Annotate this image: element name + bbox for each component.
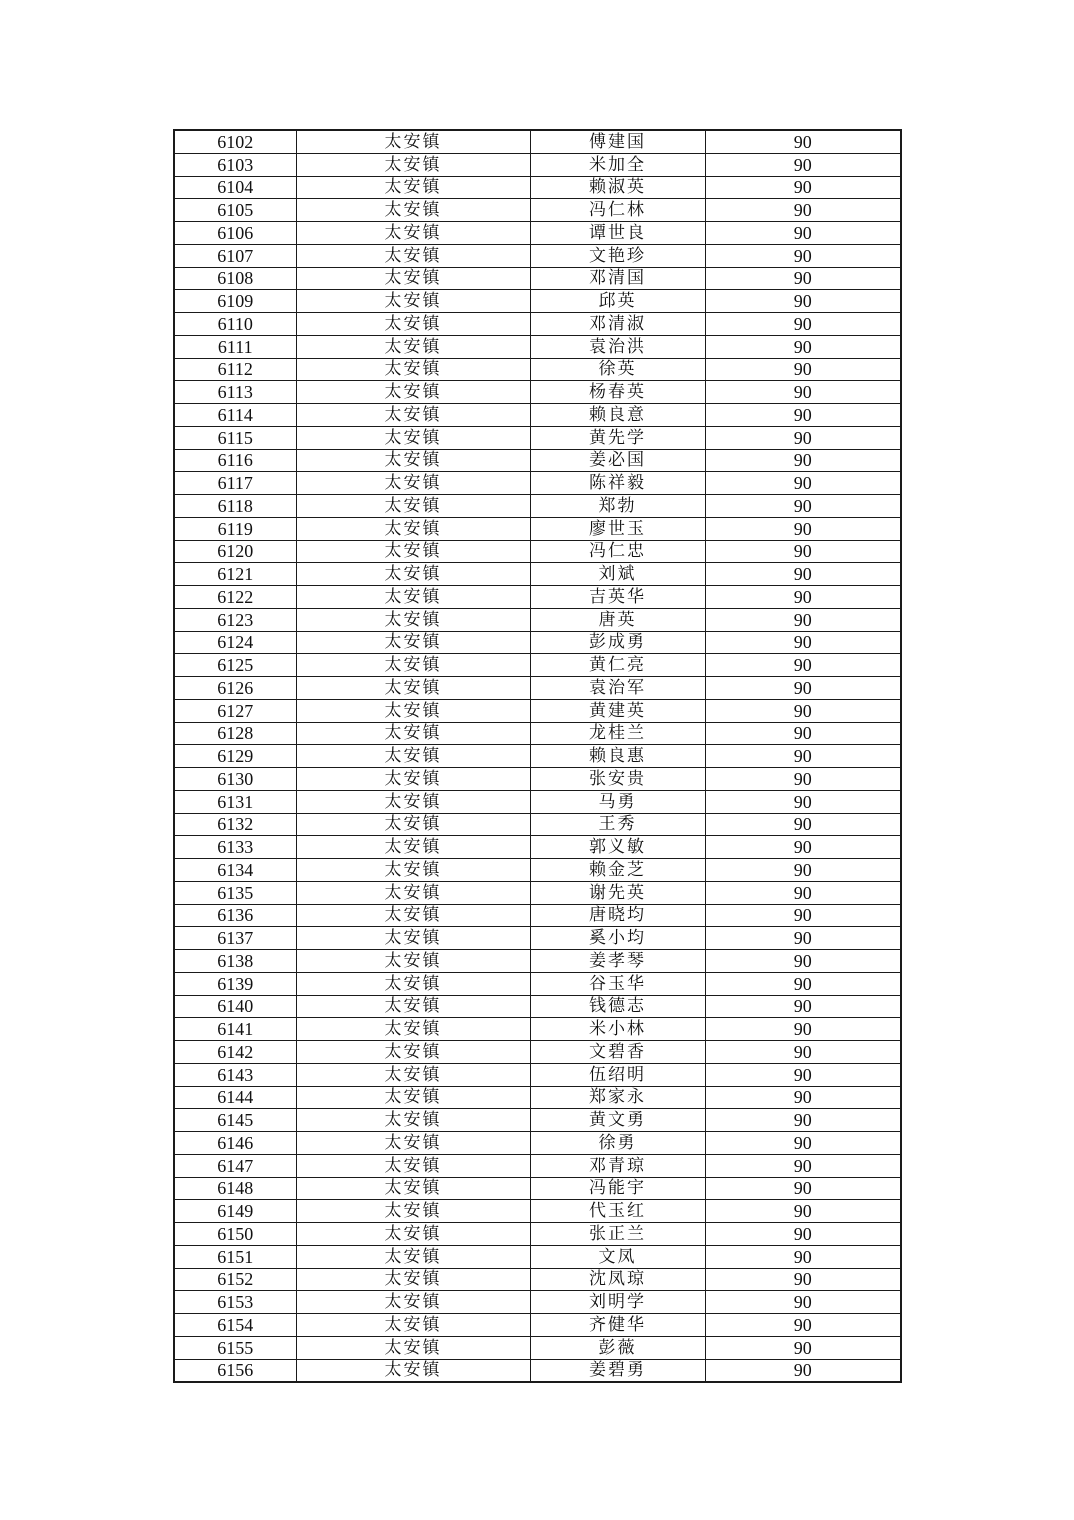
table-row xyxy=(174,495,901,518)
town-cell: 太安镇 xyxy=(296,222,530,245)
amount-cell: 90 xyxy=(705,1268,901,1291)
serial-number-cell: 6139 xyxy=(174,972,296,995)
table-row xyxy=(174,472,901,495)
amount-cell: 90 xyxy=(705,654,901,677)
person-name-cell: 奚小均 xyxy=(530,927,705,950)
person-name-cell: 王秀 xyxy=(530,813,705,836)
serial-number-cell: 6110 xyxy=(174,313,296,336)
person-name-cell: 唐英 xyxy=(530,608,705,631)
person-name-cell: 邓青琼 xyxy=(530,1154,705,1177)
serial-number-cell: 6104 xyxy=(174,176,296,199)
table-row xyxy=(174,1041,901,1064)
town-cell: 太安镇 xyxy=(296,1336,530,1359)
serial-number-cell: 6141 xyxy=(174,1018,296,1041)
amount-cell: 90 xyxy=(705,995,901,1018)
town-cell: 太安镇 xyxy=(296,654,530,677)
town-cell: 太安镇 xyxy=(296,1223,530,1246)
table-row xyxy=(174,290,901,313)
person-name-cell: 代玉红 xyxy=(530,1200,705,1223)
serial-number-cell: 6153 xyxy=(174,1291,296,1314)
table-row xyxy=(174,745,901,768)
serial-number-cell: 6114 xyxy=(174,404,296,427)
serial-number-cell: 6142 xyxy=(174,1041,296,1064)
serial-number-cell: 6156 xyxy=(174,1359,296,1382)
amount-cell: 90 xyxy=(705,1018,901,1041)
person-name-cell: 钱德志 xyxy=(530,995,705,1018)
person-name-cell: 文艳珍 xyxy=(530,244,705,267)
table-row xyxy=(174,722,901,745)
town-cell: 太安镇 xyxy=(296,495,530,518)
amount-cell: 90 xyxy=(705,1041,901,1064)
town-cell: 太安镇 xyxy=(296,881,530,904)
person-name-cell: 赖良意 xyxy=(530,404,705,427)
person-name-cell: 文凤 xyxy=(530,1245,705,1268)
amount-cell: 90 xyxy=(705,540,901,563)
town-cell: 太安镇 xyxy=(296,153,530,176)
table-row xyxy=(174,335,901,358)
town-cell: 太安镇 xyxy=(296,1109,530,1132)
serial-number-cell: 6117 xyxy=(174,472,296,495)
person-name-cell: 吉英华 xyxy=(530,586,705,609)
town-cell: 太安镇 xyxy=(296,859,530,882)
amount-cell: 90 xyxy=(705,1063,901,1086)
town-cell: 太安镇 xyxy=(296,836,530,859)
serial-number-cell: 6154 xyxy=(174,1314,296,1337)
amount-cell: 90 xyxy=(705,495,901,518)
amount-cell: 90 xyxy=(705,1109,901,1132)
amount-cell: 90 xyxy=(705,1291,901,1314)
amount-cell: 90 xyxy=(705,1132,901,1155)
person-name-cell: 黄文勇 xyxy=(530,1109,705,1132)
table-row xyxy=(174,881,901,904)
serial-number-cell: 6143 xyxy=(174,1063,296,1086)
amount-cell: 90 xyxy=(705,199,901,222)
town-cell: 太安镇 xyxy=(296,1314,530,1337)
person-name-cell: 冯仁林 xyxy=(530,199,705,222)
town-cell: 太安镇 xyxy=(296,517,530,540)
serial-number-cell: 6135 xyxy=(174,881,296,904)
amount-cell: 90 xyxy=(705,222,901,245)
table-row xyxy=(174,950,901,973)
serial-number-cell: 6119 xyxy=(174,517,296,540)
amount-cell: 90 xyxy=(705,586,901,609)
amount-cell: 90 xyxy=(705,267,901,290)
person-name-cell: 姜碧勇 xyxy=(530,1359,705,1382)
table-row xyxy=(174,699,901,722)
table-row xyxy=(174,267,901,290)
amount-cell: 90 xyxy=(705,290,901,313)
person-name-cell: 邱英 xyxy=(530,290,705,313)
table-row xyxy=(174,1109,901,1132)
amount-cell: 90 xyxy=(705,404,901,427)
person-name-cell: 唐晓均 xyxy=(530,904,705,927)
amount-cell: 90 xyxy=(705,631,901,654)
town-cell: 太安镇 xyxy=(296,586,530,609)
table-row xyxy=(174,358,901,381)
person-name-cell: 米小林 xyxy=(530,1018,705,1041)
amount-cell: 90 xyxy=(705,904,901,927)
amount-cell: 90 xyxy=(705,472,901,495)
town-cell: 太安镇 xyxy=(296,358,530,381)
town-cell: 太安镇 xyxy=(296,1086,530,1109)
person-name-cell: 赖淑英 xyxy=(530,176,705,199)
amount-cell: 90 xyxy=(705,813,901,836)
person-name-cell: 文碧香 xyxy=(530,1041,705,1064)
serial-number-cell: 6150 xyxy=(174,1223,296,1246)
person-name-cell: 赖金芝 xyxy=(530,859,705,882)
table-row xyxy=(174,130,901,153)
serial-number-cell: 6155 xyxy=(174,1336,296,1359)
amount-cell: 90 xyxy=(705,1314,901,1337)
person-name-cell: 齐健华 xyxy=(530,1314,705,1337)
table-row xyxy=(174,608,901,631)
table-row xyxy=(174,404,901,427)
roster-table-body xyxy=(174,130,901,1382)
person-name-cell: 彭薇 xyxy=(530,1336,705,1359)
serial-number-cell: 6109 xyxy=(174,290,296,313)
table-row xyxy=(174,790,901,813)
table-row xyxy=(174,836,901,859)
table-row xyxy=(174,199,901,222)
person-name-cell: 米加全 xyxy=(530,153,705,176)
serial-number-cell: 6121 xyxy=(174,563,296,586)
table-row xyxy=(174,1268,901,1291)
amount-cell: 90 xyxy=(705,881,901,904)
person-name-cell: 冯仁忠 xyxy=(530,540,705,563)
serial-number-cell: 6111 xyxy=(174,335,296,358)
person-name-cell: 伍绍明 xyxy=(530,1063,705,1086)
person-name-cell: 张安贵 xyxy=(530,768,705,791)
table-row xyxy=(174,1223,901,1246)
serial-number-cell: 6147 xyxy=(174,1154,296,1177)
serial-number-cell: 6137 xyxy=(174,927,296,950)
amount-cell: 90 xyxy=(705,790,901,813)
amount-cell: 90 xyxy=(705,1177,901,1200)
amount-cell: 90 xyxy=(705,859,901,882)
person-name-cell: 徐英 xyxy=(530,358,705,381)
serial-number-cell: 6116 xyxy=(174,449,296,472)
person-name-cell: 龙桂兰 xyxy=(530,722,705,745)
table-row xyxy=(174,244,901,267)
town-cell: 太安镇 xyxy=(296,540,530,563)
town-cell: 太安镇 xyxy=(296,563,530,586)
serial-number-cell: 6148 xyxy=(174,1177,296,1200)
table-row xyxy=(174,904,901,927)
serial-number-cell: 6130 xyxy=(174,768,296,791)
table-row xyxy=(174,995,901,1018)
table-row xyxy=(174,813,901,836)
person-name-cell: 郭义敏 xyxy=(530,836,705,859)
town-cell: 太安镇 xyxy=(296,404,530,427)
roster-table xyxy=(173,129,902,1383)
table-row xyxy=(174,1291,901,1314)
table-row xyxy=(174,1132,901,1155)
town-cell: 太安镇 xyxy=(296,1268,530,1291)
serial-number-cell: 6152 xyxy=(174,1268,296,1291)
amount-cell: 90 xyxy=(705,1200,901,1223)
serial-number-cell: 6123 xyxy=(174,608,296,631)
amount-cell: 90 xyxy=(705,335,901,358)
town-cell: 太安镇 xyxy=(296,1200,530,1223)
table-row xyxy=(174,768,901,791)
town-cell: 太安镇 xyxy=(296,267,530,290)
town-cell: 太安镇 xyxy=(296,1041,530,1064)
person-name-cell: 袁治军 xyxy=(530,677,705,700)
table-row xyxy=(174,1018,901,1041)
table-row xyxy=(174,517,901,540)
town-cell: 太安镇 xyxy=(296,335,530,358)
table-row xyxy=(174,176,901,199)
amount-cell: 90 xyxy=(705,745,901,768)
person-name-cell: 谭世良 xyxy=(530,222,705,245)
town-cell: 太安镇 xyxy=(296,244,530,267)
town-cell: 太安镇 xyxy=(296,199,530,222)
town-cell: 太安镇 xyxy=(296,1177,530,1200)
town-cell: 太安镇 xyxy=(296,972,530,995)
town-cell: 太安镇 xyxy=(296,699,530,722)
serial-number-cell: 6146 xyxy=(174,1132,296,1155)
amount-cell: 90 xyxy=(705,722,901,745)
person-name-cell: 黄仁亮 xyxy=(530,654,705,677)
person-name-cell: 傅建国 xyxy=(530,130,705,153)
person-name-cell: 郑勃 xyxy=(530,495,705,518)
table-row xyxy=(174,313,901,336)
amount-cell: 90 xyxy=(705,927,901,950)
amount-cell: 90 xyxy=(705,1086,901,1109)
serial-number-cell: 6128 xyxy=(174,722,296,745)
serial-number-cell: 6126 xyxy=(174,677,296,700)
table-row xyxy=(174,927,901,950)
table-row xyxy=(174,972,901,995)
table-row xyxy=(174,1086,901,1109)
town-cell: 太安镇 xyxy=(296,1359,530,1382)
serial-number-cell: 6140 xyxy=(174,995,296,1018)
serial-number-cell: 6151 xyxy=(174,1245,296,1268)
serial-number-cell: 6125 xyxy=(174,654,296,677)
town-cell: 太安镇 xyxy=(296,631,530,654)
serial-number-cell: 6127 xyxy=(174,699,296,722)
serial-number-cell: 6115 xyxy=(174,426,296,449)
town-cell: 太安镇 xyxy=(296,1154,530,1177)
amount-cell: 90 xyxy=(705,381,901,404)
person-name-cell: 马勇 xyxy=(530,790,705,813)
person-name-cell: 邓清淑 xyxy=(530,313,705,336)
amount-cell: 90 xyxy=(705,358,901,381)
amount-cell: 90 xyxy=(705,517,901,540)
town-cell: 太安镇 xyxy=(296,722,530,745)
serial-number-cell: 6131 xyxy=(174,790,296,813)
person-name-cell: 谷玉华 xyxy=(530,972,705,995)
table-row xyxy=(174,1063,901,1086)
serial-number-cell: 6105 xyxy=(174,199,296,222)
amount-cell: 90 xyxy=(705,950,901,973)
town-cell: 太安镇 xyxy=(296,813,530,836)
town-cell: 太安镇 xyxy=(296,904,530,927)
town-cell: 太安镇 xyxy=(296,381,530,404)
person-name-cell: 姜必国 xyxy=(530,449,705,472)
person-name-cell: 黄先学 xyxy=(530,426,705,449)
amount-cell: 90 xyxy=(705,699,901,722)
table-row xyxy=(174,426,901,449)
amount-cell: 90 xyxy=(705,768,901,791)
person-name-cell: 黄建英 xyxy=(530,699,705,722)
serial-number-cell: 6134 xyxy=(174,859,296,882)
table-row xyxy=(174,1154,901,1177)
town-cell: 太安镇 xyxy=(296,995,530,1018)
amount-cell: 90 xyxy=(705,426,901,449)
serial-number-cell: 6106 xyxy=(174,222,296,245)
serial-number-cell: 6122 xyxy=(174,586,296,609)
amount-cell: 90 xyxy=(705,130,901,153)
town-cell: 太安镇 xyxy=(296,290,530,313)
person-name-cell: 徐勇 xyxy=(530,1132,705,1155)
town-cell: 太安镇 xyxy=(296,745,530,768)
person-name-cell: 冯能宇 xyxy=(530,1177,705,1200)
person-name-cell: 袁治洪 xyxy=(530,335,705,358)
amount-cell: 90 xyxy=(705,244,901,267)
amount-cell: 90 xyxy=(705,677,901,700)
serial-number-cell: 6120 xyxy=(174,540,296,563)
serial-number-cell: 6113 xyxy=(174,381,296,404)
table-row xyxy=(174,1200,901,1223)
amount-cell: 90 xyxy=(705,1154,901,1177)
amount-cell: 90 xyxy=(705,1359,901,1382)
town-cell: 太安镇 xyxy=(296,1245,530,1268)
town-cell: 太安镇 xyxy=(296,1291,530,1314)
person-name-cell: 陈祥毅 xyxy=(530,472,705,495)
person-name-cell: 姜孝琴 xyxy=(530,950,705,973)
town-cell: 太安镇 xyxy=(296,426,530,449)
amount-cell: 90 xyxy=(705,608,901,631)
town-cell: 太安镇 xyxy=(296,1132,530,1155)
serial-number-cell: 6107 xyxy=(174,244,296,267)
town-cell: 太安镇 xyxy=(296,449,530,472)
serial-number-cell: 6129 xyxy=(174,745,296,768)
table-row xyxy=(174,222,901,245)
amount-cell: 90 xyxy=(705,836,901,859)
table-row xyxy=(174,677,901,700)
amount-cell: 90 xyxy=(705,176,901,199)
amount-cell: 90 xyxy=(705,449,901,472)
serial-number-cell: 6118 xyxy=(174,495,296,518)
town-cell: 太安镇 xyxy=(296,608,530,631)
serial-number-cell: 6124 xyxy=(174,631,296,654)
person-name-cell: 杨春英 xyxy=(530,381,705,404)
table-row xyxy=(174,449,901,472)
table-row xyxy=(174,563,901,586)
serial-number-cell: 6145 xyxy=(174,1109,296,1132)
serial-number-cell: 6133 xyxy=(174,836,296,859)
serial-number-cell: 6136 xyxy=(174,904,296,927)
person-name-cell: 邓清国 xyxy=(530,267,705,290)
table-row xyxy=(174,631,901,654)
amount-cell: 90 xyxy=(705,1223,901,1246)
town-cell: 太安镇 xyxy=(296,768,530,791)
serial-number-cell: 6103 xyxy=(174,153,296,176)
serial-number-cell: 6102 xyxy=(174,130,296,153)
town-cell: 太安镇 xyxy=(296,790,530,813)
serial-number-cell: 6144 xyxy=(174,1086,296,1109)
table-row xyxy=(174,153,901,176)
serial-number-cell: 6149 xyxy=(174,1200,296,1223)
serial-number-cell: 6132 xyxy=(174,813,296,836)
town-cell: 太安镇 xyxy=(296,130,530,153)
person-name-cell: 张正兰 xyxy=(530,1223,705,1246)
table-row xyxy=(174,654,901,677)
amount-cell: 90 xyxy=(705,1336,901,1359)
town-cell: 太安镇 xyxy=(296,1063,530,1086)
person-name-cell: 谢先英 xyxy=(530,881,705,904)
town-cell: 太安镇 xyxy=(296,313,530,336)
table-row xyxy=(174,1359,901,1382)
amount-cell: 90 xyxy=(705,972,901,995)
person-name-cell: 廖世玉 xyxy=(530,517,705,540)
town-cell: 太安镇 xyxy=(296,950,530,973)
town-cell: 太安镇 xyxy=(296,927,530,950)
amount-cell: 90 xyxy=(705,563,901,586)
table-row xyxy=(174,1177,901,1200)
person-name-cell: 郑家永 xyxy=(530,1086,705,1109)
town-cell: 太安镇 xyxy=(296,176,530,199)
town-cell: 太安镇 xyxy=(296,677,530,700)
serial-number-cell: 6138 xyxy=(174,950,296,973)
serial-number-cell: 6108 xyxy=(174,267,296,290)
person-name-cell: 赖良惠 xyxy=(530,745,705,768)
table-row xyxy=(174,586,901,609)
table-row xyxy=(174,859,901,882)
town-cell: 太安镇 xyxy=(296,1018,530,1041)
table-row xyxy=(174,1336,901,1359)
person-name-cell: 刘明学 xyxy=(530,1291,705,1314)
person-name-cell: 沈凤琼 xyxy=(530,1268,705,1291)
table-row xyxy=(174,540,901,563)
amount-cell: 90 xyxy=(705,153,901,176)
serial-number-cell: 6112 xyxy=(174,358,296,381)
town-cell: 太安镇 xyxy=(296,472,530,495)
amount-cell: 90 xyxy=(705,313,901,336)
table-row xyxy=(174,1314,901,1337)
table-row xyxy=(174,1245,901,1268)
person-name-cell: 彭成勇 xyxy=(530,631,705,654)
person-name-cell: 刘斌 xyxy=(530,563,705,586)
table-row xyxy=(174,381,901,404)
amount-cell: 90 xyxy=(705,1245,901,1268)
